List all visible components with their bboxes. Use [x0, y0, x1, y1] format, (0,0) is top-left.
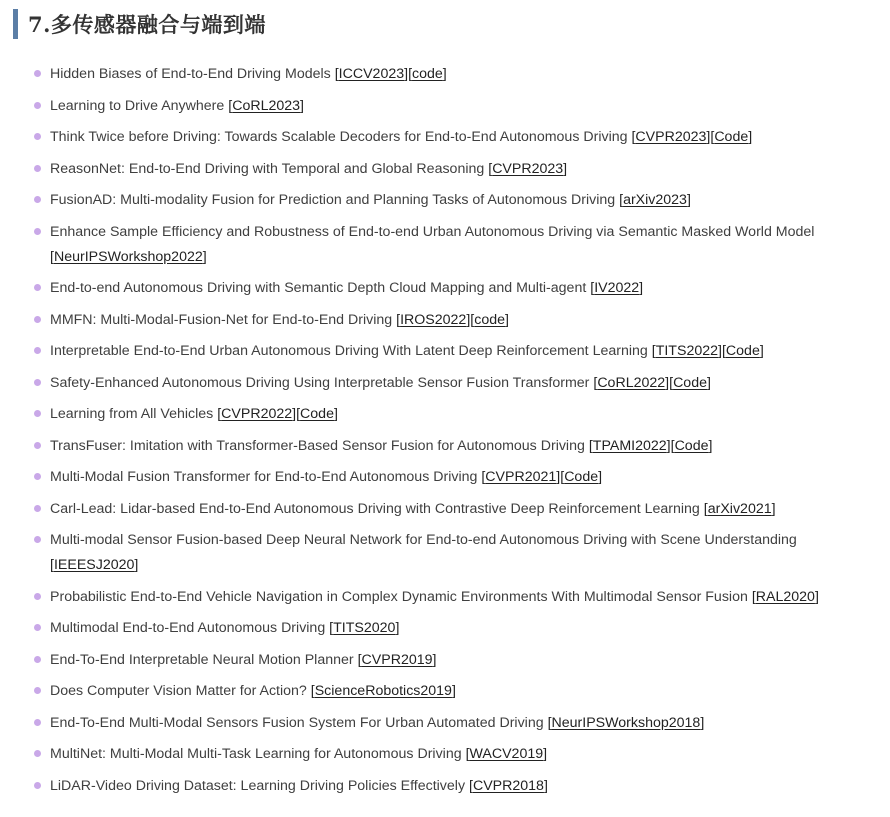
list-item: [34, 276, 834, 301]
bracket-open: [: [593, 374, 598, 391]
list-item: [34, 774, 834, 799]
bracket-close: ]: [292, 406, 297, 422]
bracket-close: ]: [543, 746, 548, 762]
reference-title: End-To-End Multi-Modal Sensors Fusion System For Urban Automated Driving: [50, 714, 544, 731]
reference-title: End-To-End Interpretable Neural Motion Planner: [50, 651, 354, 668]
bracket-close: ]: [639, 280, 644, 296]
reference-link[interactable]: Code: [300, 406, 334, 422]
bracket-open: [: [396, 311, 401, 328]
bullet-icon: [34, 505, 41, 512]
reference-link[interactable]: TITS2022: [655, 343, 719, 359]
list-item: [34, 188, 834, 213]
reference-title: MMFN: Multi-Modal-Fusion-Net for End-to-End Driving: [50, 311, 393, 328]
bracket-close: ]: [563, 160, 568, 177]
reference-link[interactable]: CVPR2023: [635, 129, 707, 145]
reference-link[interactable]: NeurIPSWorkshop2018: [551, 714, 701, 731]
reference-link[interactable]: CVPR2019: [361, 651, 433, 668]
bracket-close: ]: [718, 343, 722, 359]
bracket-open: [: [588, 437, 593, 454]
bracket-open: [: [357, 651, 362, 668]
bullet-icon: [34, 656, 41, 663]
bracket-open: [: [751, 588, 756, 605]
list-item: [34, 648, 834, 673]
list-item: [34, 94, 834, 119]
reference-link[interactable]: IV2022: [594, 280, 640, 296]
list-item: [34, 616, 834, 641]
reference-title: Hidden Biases of End-to-End Driving Models: [50, 66, 331, 82]
reference-link[interactable]: arXiv2021: [707, 500, 772, 517]
bracket-open: [: [470, 311, 475, 328]
reference-link[interactable]: Code: [725, 343, 760, 359]
bracket-close: ]: [404, 66, 409, 82]
bracket-open: [: [50, 248, 54, 265]
bracket-open: [: [488, 160, 493, 177]
bracket-open: [: [619, 192, 624, 208]
bullet-icon: [34, 379, 41, 386]
bracket-open: [: [310, 683, 315, 699]
bracket-open: [: [469, 777, 473, 794]
reference-title: Enhance Sample Efficiency and Robustness of End-to-end Urban Autonomous Driving via Semantic Masked World Model: [50, 223, 815, 240]
reference-link[interactable]: Code: [673, 374, 707, 391]
reference-link[interactable]: CoRL2023: [232, 97, 301, 114]
reference-title: Interpretable End-to-End Urban Autonomous Driving With Latent Deep Reinforcement Learning: [50, 343, 648, 359]
bullet-icon: [34, 624, 41, 631]
reference-link[interactable]: IROS2022: [400, 311, 467, 328]
reference-link[interactable]: WACV2019: [469, 746, 544, 762]
bracket-close: ]: [442, 66, 447, 82]
reference-link[interactable]: CVPR2021: [485, 469, 557, 485]
bracket-close: ]: [666, 437, 671, 454]
reference-title: TransFuser: Imitation with Transformer-Based Sensor Fusion for Autonomous Driving: [50, 437, 585, 454]
reference-link[interactable]: IEEESJ2020: [53, 557, 135, 573]
reference-link[interactable]: code: [474, 311, 505, 328]
reference-link[interactable]: ScienceRobotics2019: [314, 683, 452, 699]
reference-link[interactable]: CVPR2023: [492, 160, 564, 177]
reference-title: Multimodal End-to-End Autonomous Driving: [50, 620, 326, 636]
reference-title: Does Computer Vision Matter for Action?: [50, 683, 307, 699]
reference-title: End-to-end Autonomous Driving with Semantic Depth Cloud Mapping and Multi-agent: [50, 280, 587, 296]
bullet-icon: [34, 593, 41, 600]
reference-link[interactable]: Code: [564, 469, 599, 485]
bracket-close: ]: [748, 129, 753, 145]
reference-link[interactable]: code: [412, 66, 443, 82]
bracket-open: [: [408, 66, 413, 82]
bracket-close: ]: [300, 97, 304, 114]
bullet-icon: [34, 102, 41, 109]
reference-title: LiDAR-Video Driving Dataset: Learning Driving Policies Effectively: [50, 777, 466, 794]
reference-link[interactable]: CVPR2018: [472, 777, 544, 794]
bracket-open: [: [703, 500, 708, 517]
bracket-open: [: [669, 374, 674, 391]
list-item: [34, 711, 834, 736]
bullet-icon: [34, 165, 41, 172]
bullet-icon: [34, 316, 41, 323]
reference-link[interactable]: NeurIPSWorkshop2022: [53, 248, 203, 265]
bullet-icon: [34, 196, 41, 203]
bracket-close: ]: [451, 683, 456, 699]
list-item: [34, 465, 834, 490]
list-item: [34, 497, 834, 522]
bracket-open: [: [465, 746, 470, 762]
bracket-open: [: [296, 406, 301, 422]
list-item: [34, 308, 834, 333]
bracket-close: ]: [432, 651, 437, 668]
list-item: [34, 402, 834, 427]
list-item: [34, 528, 834, 578]
bracket-open: [: [50, 557, 54, 573]
reference-link[interactable]: TPAMI2022: [592, 437, 667, 454]
list-item: [34, 679, 834, 704]
reference-link[interactable]: CVPR2022: [221, 406, 293, 422]
bullet-icon: [34, 228, 41, 235]
bracket-close: ]: [686, 192, 691, 208]
bracket-close: ]: [466, 311, 471, 328]
reference-title: ReasonNet: End-to-End Driving with Temporal and Global Reasoning: [50, 160, 485, 177]
list-item: [34, 125, 834, 150]
bullet-icon: [34, 347, 41, 354]
bracket-open: [: [547, 714, 552, 731]
bracket-close: ]: [505, 311, 509, 328]
list-item: [34, 371, 834, 396]
bullet-icon: [34, 536, 41, 543]
bracket-open: [: [217, 406, 222, 422]
list-item: [34, 339, 834, 364]
reference-list: [34, 62, 834, 805]
bracket-close: ]: [395, 620, 400, 636]
bracket-close: ]: [556, 469, 561, 485]
bracket-close: ]: [134, 557, 139, 573]
bracket-open: [: [590, 280, 595, 296]
bullet-icon: [34, 284, 41, 291]
bracket-open: [: [670, 437, 675, 454]
bullet-icon: [34, 687, 41, 694]
bracket-close: ]: [814, 588, 819, 605]
list-item: [34, 157, 834, 182]
reference-title: Probabilistic End-to-End Vehicle Navigation in Complex Dynamic Environments With Multimodal Sensor Fusion: [50, 588, 748, 605]
reference-link[interactable]: RAL2020: [755, 588, 815, 605]
reference-link[interactable]: Code: [674, 437, 709, 454]
section-header: [13, 9, 266, 39]
bracket-close: ]: [543, 777, 548, 794]
list-item: [34, 220, 834, 270]
bracket-open: [: [329, 620, 334, 636]
reference-title: Safety-Enhanced Autonomous Driving Using Interpretable Sensor Fusion Transformer: [50, 374, 590, 391]
bracket-close: ]: [706, 374, 711, 391]
reference-link[interactable]: TITS2020: [333, 620, 396, 636]
bullet-icon: [34, 410, 41, 417]
reference-link[interactable]: Code: [714, 129, 749, 145]
reference-link[interactable]: arXiv2023: [623, 192, 687, 208]
list-item: [34, 742, 834, 767]
reference-title: Carl-Lead: Lidar-based End-to-End Autonomous Driving with Contrastive Deep Reinforcement Learning: [50, 500, 700, 517]
bracket-close: ]: [598, 469, 603, 485]
reference-title: FusionAD: Multi-modality Fusion for Prediction and Planning Tasks of Autonomous Driving: [50, 192, 616, 208]
reference-title: Learning from All Vehicles: [50, 406, 214, 422]
list-item: [34, 434, 834, 459]
reference-link[interactable]: ICCV2023: [338, 66, 405, 82]
bullet-icon: [34, 133, 41, 140]
bracket-close: ]: [333, 406, 338, 422]
bullet-icon: [34, 473, 41, 480]
bracket-open: [: [334, 66, 339, 82]
bracket-open: [: [228, 97, 233, 114]
bracket-open: [: [481, 469, 486, 485]
bullet-icon: [34, 750, 41, 757]
bracket-close: ]: [708, 437, 713, 454]
bracket-close: ]: [700, 714, 705, 731]
list-item: [34, 62, 834, 87]
bullet-icon: [34, 442, 41, 449]
reference-title: Learning to Drive Anywhere: [50, 97, 225, 114]
bracket-close: ]: [771, 500, 776, 517]
bracket-open: [: [631, 129, 636, 145]
reference-title: Multi-Modal Fusion Transformer for End-to-End Autonomous Driving: [50, 469, 478, 485]
bullet-icon: [34, 70, 41, 77]
bullet-icon: [34, 782, 41, 789]
bracket-close: ]: [706, 129, 711, 145]
bullet-icon: [34, 719, 41, 726]
bracket-close: ]: [665, 374, 670, 391]
reference-title: MultiNet: Multi-Modal Multi-Task Learning for Autonomous Driving: [50, 746, 462, 762]
reference-title: Think Twice before Driving: Towards Scalable Decoders for End-to-End Autonomous Driving: [50, 129, 628, 145]
reference-title: Multi-modal Sensor Fusion-based Deep Neural Network for End-to-end Autonomous Driving with Scene Understanding: [50, 532, 797, 548]
bracket-open: [: [721, 343, 726, 359]
bracket-open: [: [560, 469, 565, 485]
list-item: [34, 585, 834, 610]
bracket-close: ]: [202, 248, 207, 265]
bracket-open: [: [651, 343, 656, 359]
header-accent-bar: [13, 9, 18, 39]
bracket-close: ]: [759, 343, 764, 359]
reference-link[interactable]: CoRL2022: [597, 374, 666, 391]
bracket-open: [: [710, 129, 715, 145]
section-title: 7.多传感器融合与端到端: [28, 12, 266, 37]
